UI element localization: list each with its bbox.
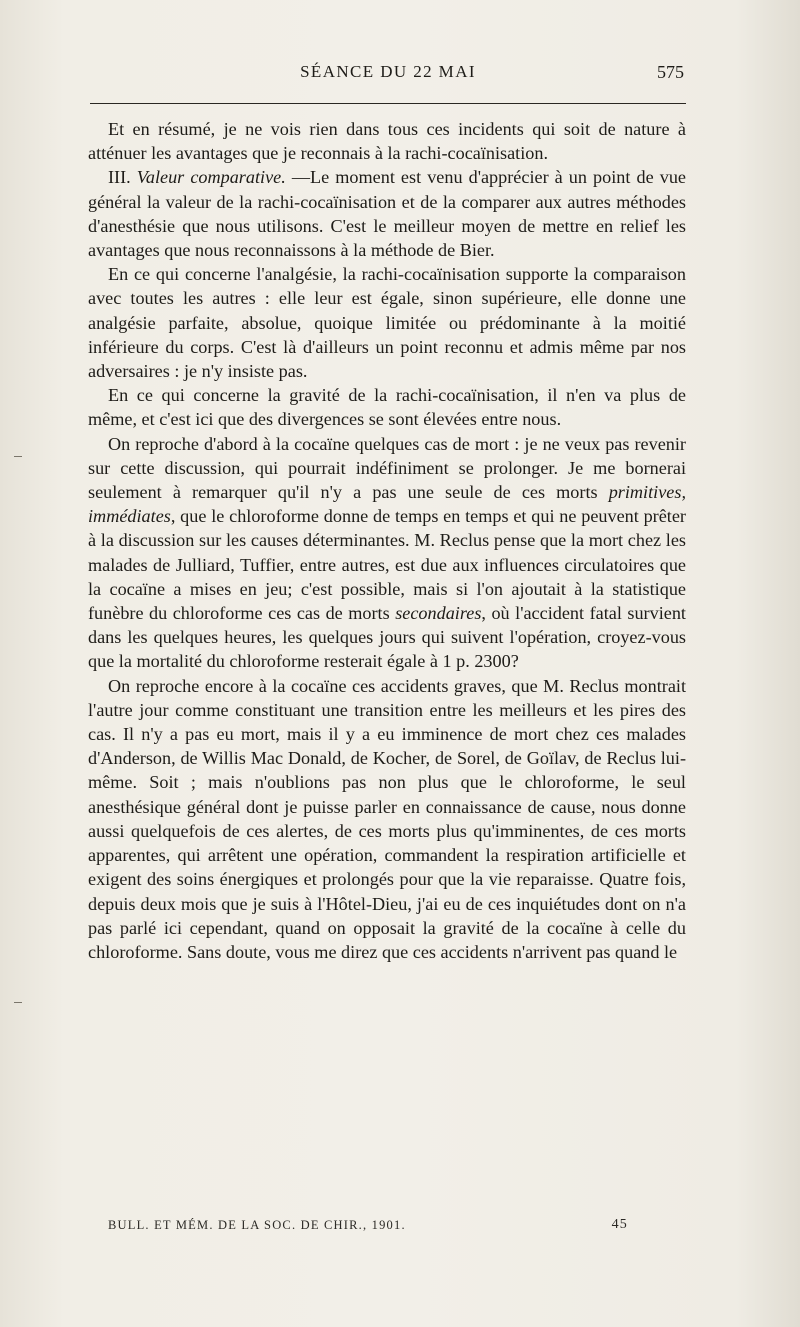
paragraph-death-cases-part1: On reproche d'abord à la cocaïne quelques cas de mort : je ne veux pas revenir sur cette discussion, qui pourrait indéfiniment se prolonger. Je me bornerai seulement à remarquer qu'il n'y a pas une seule de ces morts xyxy=(88,433,686,503)
margin-mark xyxy=(14,1002,22,1003)
emphasis-primitives: primitives, immédiates xyxy=(88,482,686,527)
page-header xyxy=(90,62,686,90)
paragraph-comparative-value xyxy=(88,165,686,262)
paragraph-comparative-value-text: —Le moment est venu d'apprécier à un point de vue général la valeur de la rachi-cocaïnisation et de la comparer aux autres méthodes d'anesthésie que nous utilisons. C'est le meilleur moyen de mettre en relief les avantages que nous reconnaissons à la méthode de Bier. xyxy=(88,167,686,261)
section-heading: Valeur comparative. xyxy=(136,167,286,188)
paragraph-analgesia-text: En ce qui concerne l'analgésie, la rachi-cocaïnisation supporte la comparaison avec toutes les autres : elle leur est égale, sinon supérieure, elle donne une analgésie parfaite, absolue, quoique limitée ou prédominante à la moitié inférieure du corps. C'est là d'ailleurs un point reconnu et admis même par nos adversaires : je n'y insiste pas. xyxy=(88,264,686,382)
footer-signature: 45 xyxy=(611,1217,628,1232)
running-title: SÉANCE DU 22 MAI xyxy=(300,62,476,81)
paragraph-summary-text: Et en résumé, je ne vois rien dans tous ces incidents qui soit de nature à atténuer les avantages que je reconnais à la rachi-cocaïnisation. xyxy=(88,119,686,164)
paragraph-death-cases-part2: , que le chloroforme donne de temps en temps et qui ne peuvent prêter à la discussion sur les causes déterminantes. M. Reclus pense que la mort chez les malades de Julliard, Tuffier, entre autres, est due aux influences circulatoires que la cocaïne a mises en jeu; c'est possible, mais si l'on ajoutait à la statistique funèbre du chloroforme ces cas de morts xyxy=(88,506,686,624)
paragraph-death-cases xyxy=(88,432,686,674)
paragraph-summary xyxy=(88,117,686,165)
emphasis-secondaires: secondaires xyxy=(395,603,482,624)
paragraph-serious-accidents-text: On reproche encore à la cocaïne ces accidents graves, que M. Reclus montrait l'autre jour comme constituant une transition entre les meilleurs et les pires des cas. Il n'y a pas eu mort, mais il y a eu imminence de mort chez ces malades d'Anderson, de Willis Mac Donald, de Kocher, de Sorel, de Goïlav, de Reclus lui-même. Soit ; mais n'oublions pas non plus que le chloroforme, le seul anesthésique général dont je puisse parler en connaissance de cause, nous donne aussi quelquefois de ces alertes, de ces morts plus qu'imminentes, de ces morts apparentes, qui arrêtent une opération, commandent la respiration artificielle et exigent des soins énergiques et prolongés pour que la vie reparaisse. Quatre fois, depuis deux mois que je suis à l'Hôtel-Dieu, j'ai eu de ces inquiétudes dont on n'a pas parlé ici cependant, quand on opposait la gravité de la cocaïne à celle du chloroforme. Sans doute, vous me direz que ces accidents n'arrivent pas quand le xyxy=(88,675,686,962)
paragraph-gravity-text: En ce qui concerne la gravité de la rachi-cocaïnisation, il n'en va plus de même, et c'est ici que des divergences se sont élevées entre nous. xyxy=(88,385,686,430)
paragraph-gravity xyxy=(88,383,686,431)
section-number: III. xyxy=(108,167,137,188)
page-number: 575 xyxy=(657,62,684,82)
page-footer xyxy=(108,1218,628,1238)
margin-mark xyxy=(14,456,22,457)
header-rule xyxy=(90,103,686,104)
paragraph-analgesia xyxy=(88,262,686,383)
footer-citation: BULL. ET MÉM. DE LA SOC. DE CHIR., 1901. xyxy=(108,1218,406,1232)
paragraph-serious-accidents xyxy=(88,674,686,964)
body-text xyxy=(88,117,686,964)
paragraph-death-cases-part3: , où l'accident fatal survient dans les quelques heures, les quelques jours qui suivent l'opération, croyez-vous que la mortalité du chloroforme resterait égale à 1 p. 2300? xyxy=(88,603,686,672)
